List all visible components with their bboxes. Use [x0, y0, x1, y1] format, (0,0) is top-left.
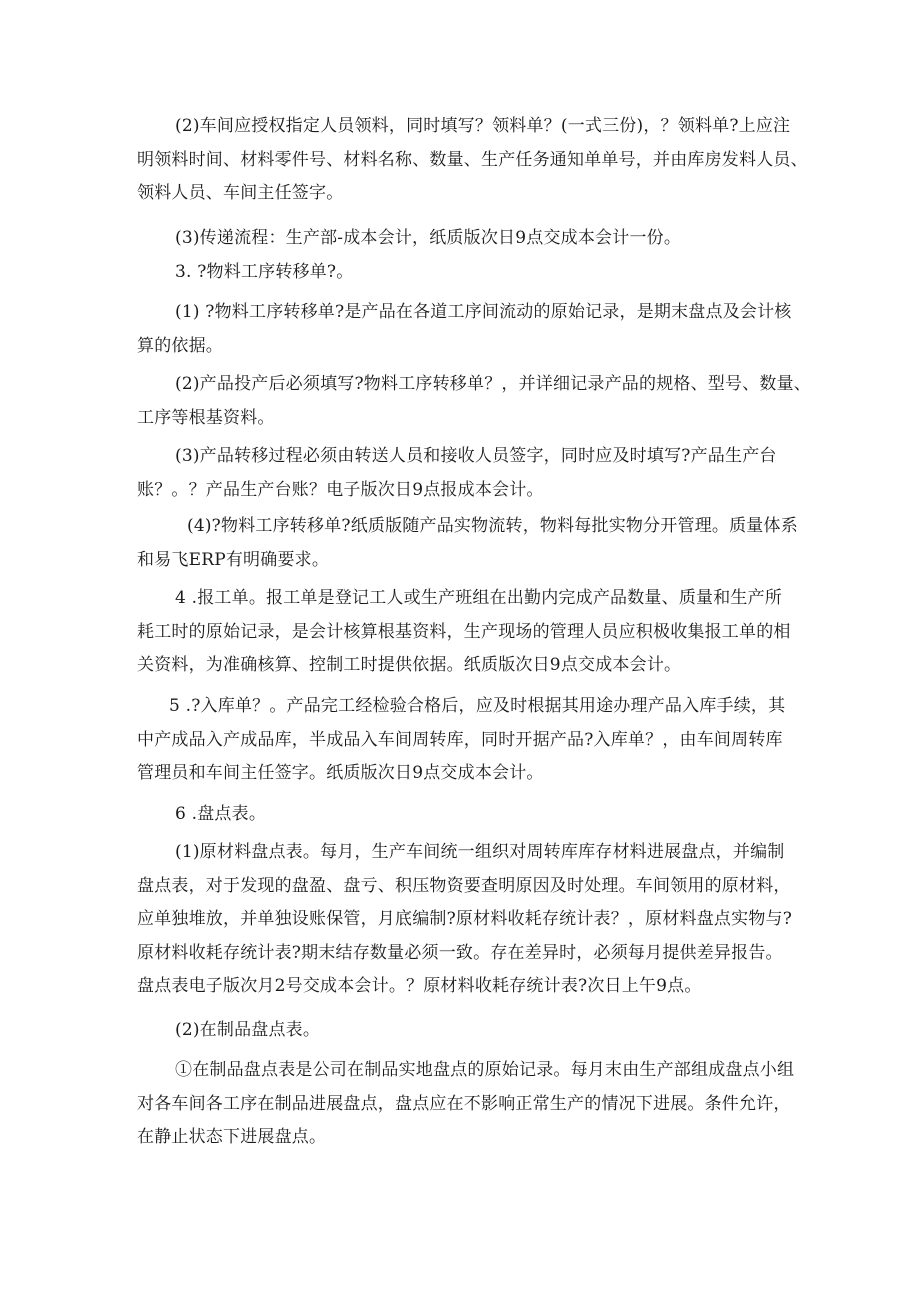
- heading-wip-inventory: [137, 1014, 787, 1048]
- text-line: (2)车间应授权指定人员领料，同时填写？领料单？(一式三份)，？领料单?上应注: [175, 116, 791, 136]
- text-line: 明领料时间、材料零件号、材料名称、数量、生产任务通知单单号，并由库房发料人员、: [137, 149, 808, 170]
- text-line: 对各车间各工序在制品进展盘点，盘点应在不影响正常生产的情况下进展。条件允许，: [137, 1093, 791, 1114]
- text-line: (1)原材料盘点表。每月，生产车间统一组织对周转库库存材料进展盘点，并编制: [175, 842, 785, 862]
- paragraph-wip-inventory-definition: [137, 1054, 795, 1155]
- text-line: 工序等根基资料。: [137, 407, 275, 428]
- text-line: 4 .报工单。报工单是登记工人或生产班组在出勤内完成产品数量、质量和生产所: [175, 588, 783, 608]
- text-line: 3. ?物料工序转移单?。: [175, 262, 354, 282]
- text-line: 算的依据。: [137, 335, 223, 356]
- text-line: (2)产品投产后必须填写?物料工序转移单？，并详细记录产品的规格、型号、数量、: [175, 374, 811, 394]
- text-line: (2)在制品盘点表。: [175, 1020, 321, 1040]
- text-line: (3)传递流程：生产部-成本会计，纸质版次日9点交成本会计一份。: [175, 228, 682, 248]
- text-line: 应单独堆放，并单独设账保管，月底编制?原材料收耗存统计表？，原材料盘点实物与?: [137, 909, 793, 929]
- paragraph-transfer-paper-version: [137, 510, 798, 577]
- text-line: 和易飞ERP有明确要求。: [137, 549, 330, 570]
- paragraph-work-report: [137, 582, 791, 683]
- text-line: 盘点表电子版次月2号交成本会计。？原材料收耗存统计表?次日上午9点。: [137, 976, 702, 996]
- paragraph-warehouse-receipt: [137, 690, 787, 791]
- text-line: 在静止状态下进展盘点。: [137, 1127, 327, 1147]
- text-line: (4)?物料工序转移单?纸质版随产品实物流转，物料每批实物分开管理。质量体系: [187, 516, 798, 536]
- text-line: 耗工时的原始记录，是会计核算根基资料，生产现场的管理人员应积极收集报工单的相: [137, 621, 791, 642]
- text-line: 管理员和车间主任签字。纸质版次日9点交成本会计。: [137, 763, 544, 783]
- paragraph-requisition-procedure: [137, 110, 808, 211]
- text-line: ①在制品盘点表是公司在制品实地盘点的原始记录。每月末由生产部组成盘点小组: [175, 1060, 795, 1080]
- paragraph-transfer-sheet-fill: [137, 368, 811, 435]
- paragraph-transfer-sheet-definition: [137, 296, 792, 363]
- text-line: (3)产品转移过程必须由转送人员和接收人员签字，同时应及时填写?产品生产台: [175, 446, 777, 466]
- paragraph-transfer-signature: [137, 440, 787, 507]
- text-line: 中产成品入产成品库，半成品入车间周转库，同时开据产品?入库单？，由车间周转库: [137, 729, 783, 750]
- text-line: 5 .?入库单？。产品完工经检验合格后，应及时根据其用途办理产品入库手续，其: [169, 696, 786, 716]
- text-line: 关资料，为准确核算、控制工时提供依据。纸质版次日9点交成本会计。: [137, 655, 682, 675]
- paragraph-transfer-flow: [137, 222, 787, 256]
- heading-inventory-sheet: [137, 798, 787, 832]
- text-line: 盘点表，对于发现的盘盈、盘亏、积压物资要查明原因及时处理。车间领用的原材料，: [137, 875, 791, 896]
- text-line: (1) ?物料工序转移单?是产品在各道工序间流动的原始记录，是期末盘点及会计核: [175, 302, 792, 322]
- paragraph-raw-material-inventory: [137, 836, 793, 1004]
- text-line: 领料人员、车间主任签字。: [137, 183, 344, 203]
- text-line: 账？。？产品生产台账？电子版次日9点报成本会计。: [137, 479, 544, 500]
- text-line: 6 .盘点表。: [175, 804, 267, 824]
- text-line: 原材料收耗存统计表?期末结存数量必须一致。存在差异时，必须每月提供差异报告。: [137, 942, 783, 963]
- heading-material-transfer-sheet: [137, 256, 787, 290]
